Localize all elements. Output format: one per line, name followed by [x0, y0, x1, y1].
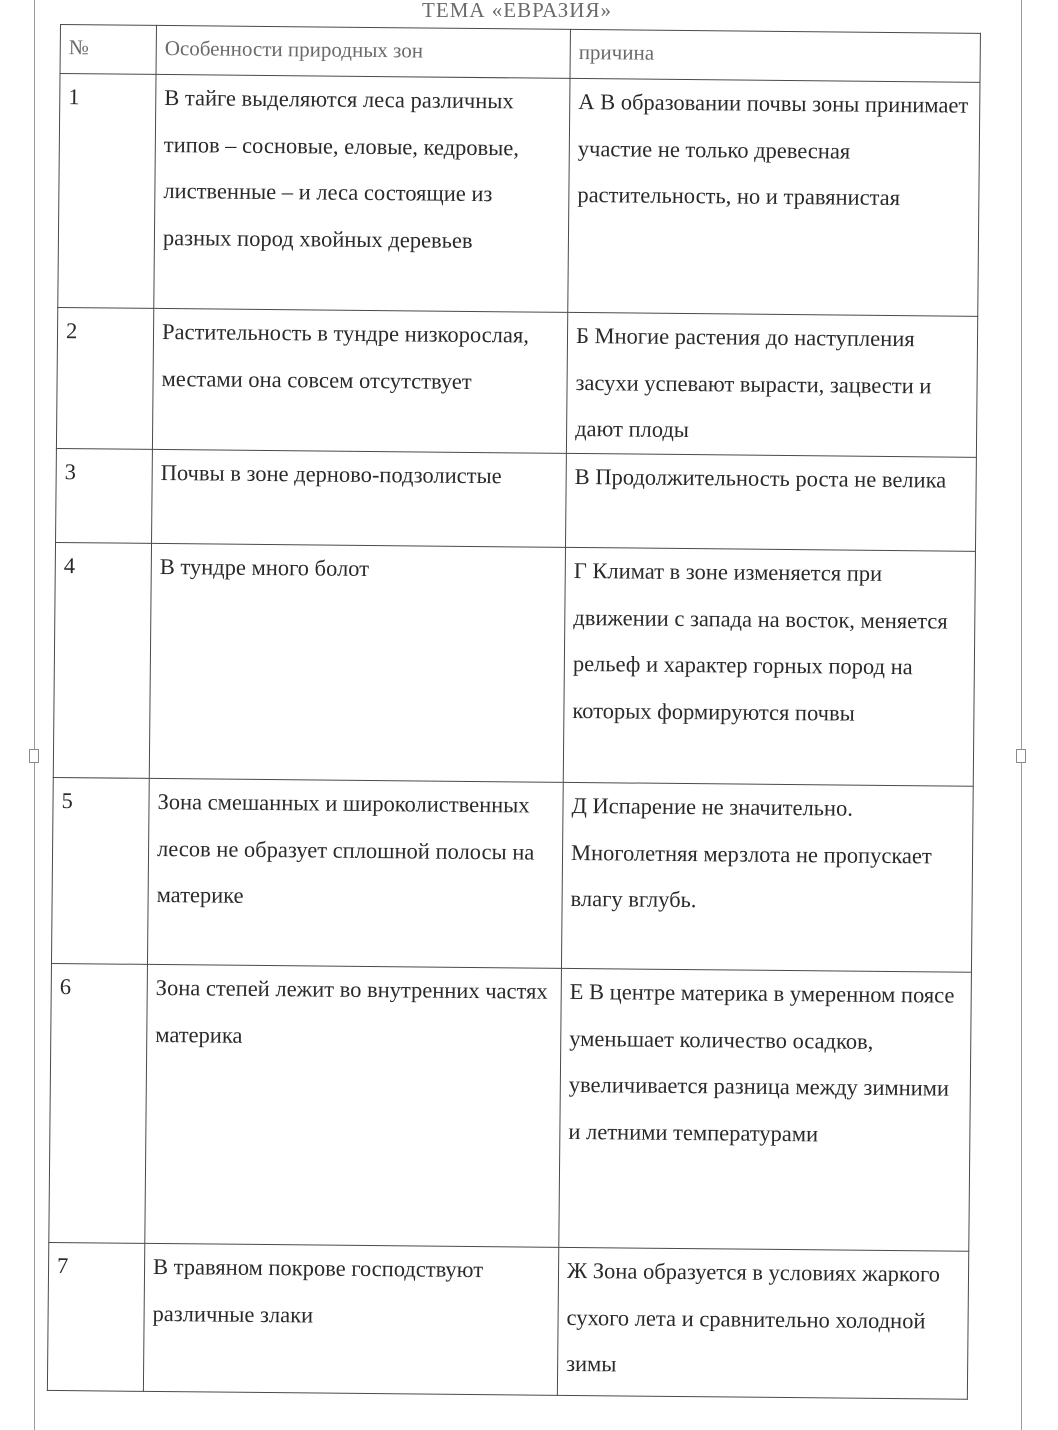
row-number: 1: [58, 74, 156, 309]
row-feature: Зона смешанных и широколиственных лесов не образует сплошной полосы на материке: [147, 778, 563, 968]
table-row: [49, 963, 972, 1251]
table-row: [58, 74, 980, 317]
table-row: [51, 777, 973, 972]
table-row: [56, 448, 977, 551]
row-number: 4: [53, 542, 151, 778]
header-number: №: [60, 25, 156, 75]
row-cause: Г Климат в зоне изменяется при движении с запада на восток, меняется рельеф и характер горных пород на которых формируются почвы: [563, 547, 975, 786]
row-number: 5: [51, 777, 149, 964]
row-feature: В тундре много болот: [149, 543, 565, 782]
row-feature: В травяном покрове господствуют различные злаки: [143, 1243, 558, 1395]
row-feature: В тайге выделяются леса различных типов – сосновые, еловые, кедровые, лиственные – и леса состоящие из разных пород хвойных деревьев: [154, 74, 570, 312]
row-feature: Почвы в зоне дерново-подзолистые: [152, 449, 567, 547]
row-number: 2: [56, 307, 153, 449]
row-number: 7: [47, 1242, 144, 1391]
row-number: 3: [56, 448, 153, 543]
row-feature: Растительность в тундре низкорослая, местами она совсем отсутствует: [152, 308, 567, 453]
table-header-row: [60, 25, 980, 83]
row-cause: Б Многие растения до наступления засухи успевают вырасти, зацвести и дают плоды: [566, 312, 977, 457]
table-row: [47, 1242, 968, 1399]
row-cause: Д Испарение не значительно. Многолетняя мерзлота не пропускает влагу вглубь.: [561, 782, 973, 972]
table-row: [53, 542, 975, 786]
page-border-right: [1021, 0, 1022, 1430]
zones-table: [47, 24, 981, 1400]
row-cause: Ж Зона образуется в условиях жаркого сухого лета и сравнительно холодной зимы: [557, 1247, 968, 1399]
row-cause: А В образовании почвы зоны принимает участие не только древесная растительность, но и травянистая: [568, 78, 980, 316]
page-title: ТЕМА «ЕВРАЗИЯ»: [422, 0, 612, 22]
row-feature: Зона степей лежит во внутренних частях материка: [145, 964, 562, 1247]
header-feature: Особенности природных зон: [156, 25, 570, 78]
resize-handle-left[interactable]: [29, 749, 39, 763]
row-cause: Е В центре материка в умеренном поясе уменьшает количество осадков, увеличивается разница между зимними и летними температурами: [559, 968, 972, 1251]
row-cause: В Продолжительность роста не велика: [565, 453, 976, 551]
table-row: [56, 307, 977, 457]
header-cause: причина: [570, 29, 980, 82]
page-border-left: [34, 0, 35, 1430]
resize-handle-right[interactable]: [1016, 749, 1026, 763]
row-number: 6: [49, 963, 148, 1243]
